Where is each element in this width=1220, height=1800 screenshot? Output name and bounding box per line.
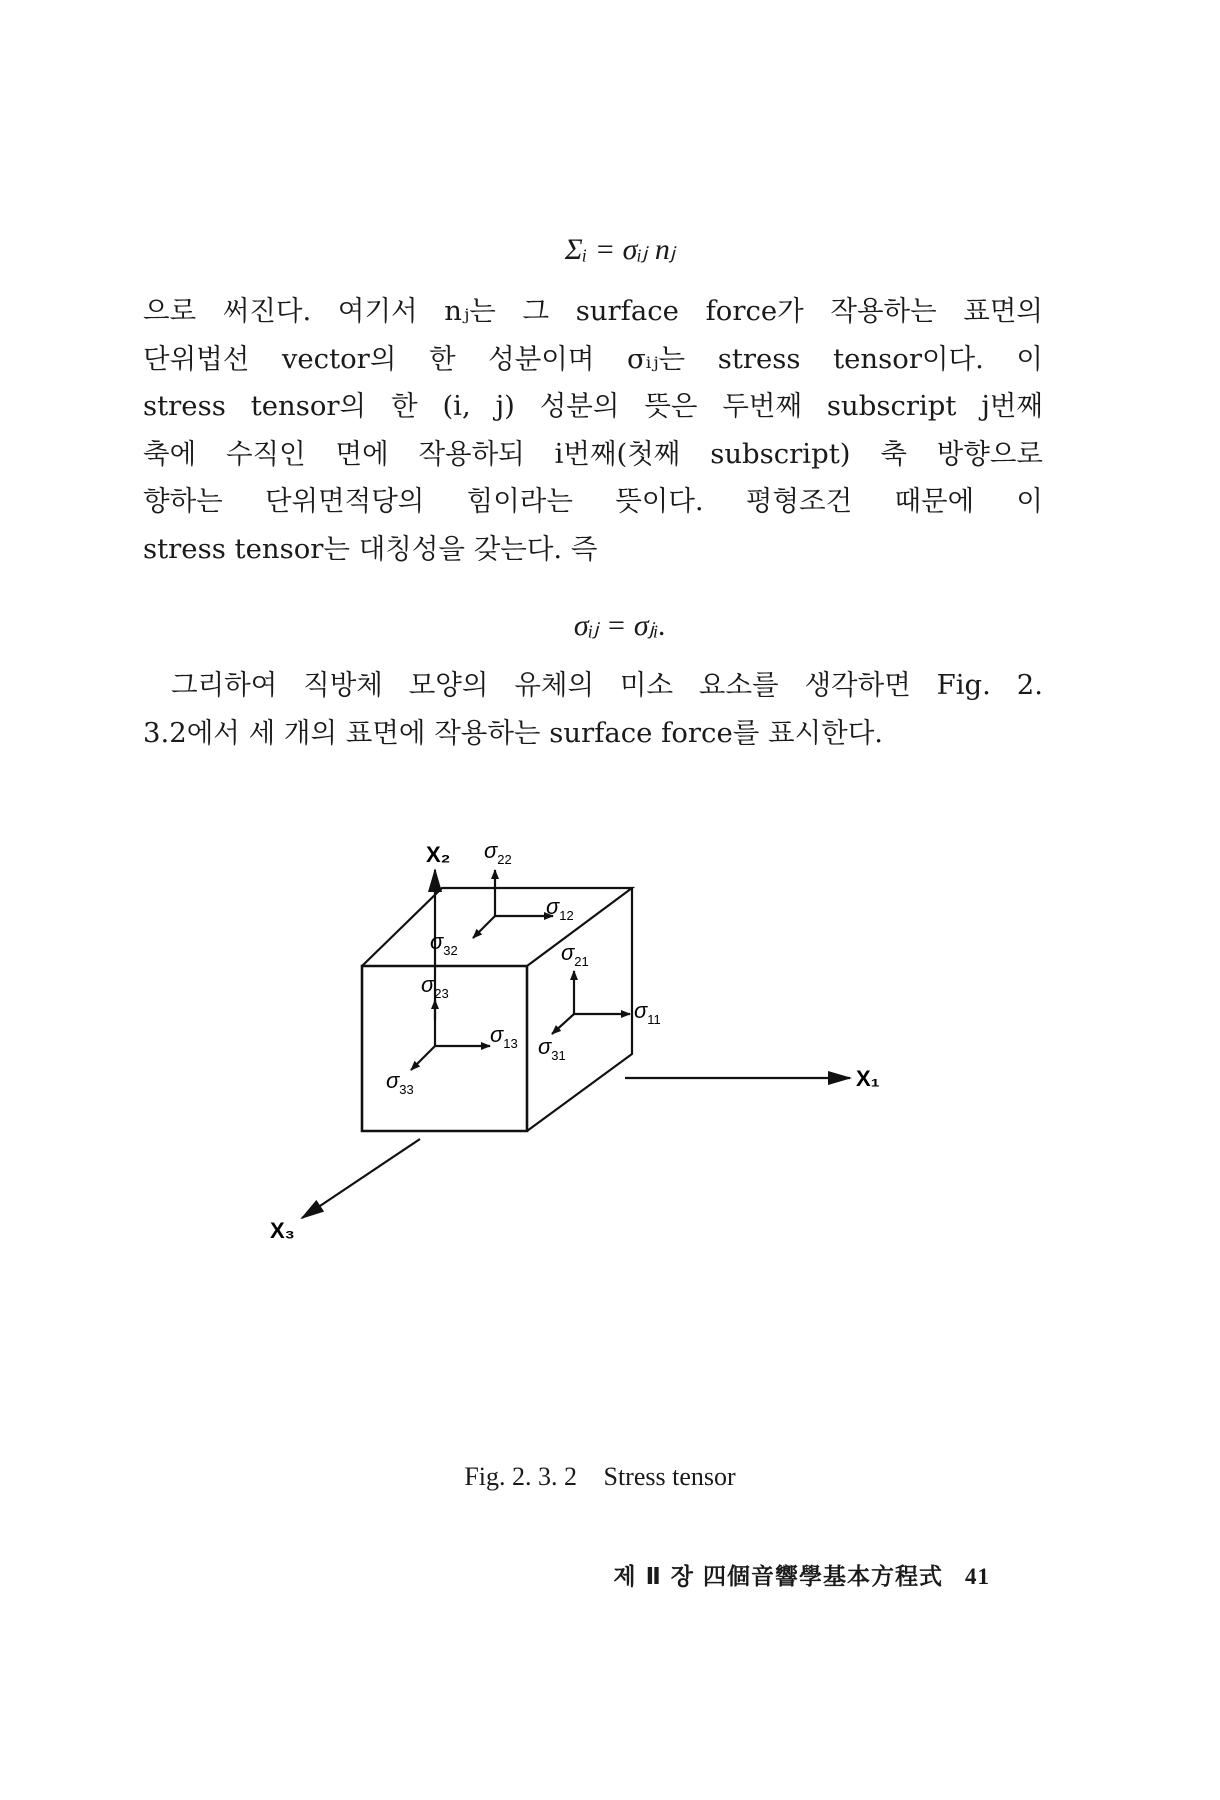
text-line: stress tensor의 한 (i, j) 성분의 뜻은 두번째 subscript j번째 [143, 390, 1043, 422]
x3-axis-label: X₃ [270, 1218, 295, 1243]
paragraph-figure-reference [143, 662, 1043, 757]
sigma22-label: $\sigma_{22}$ [484, 838, 512, 867]
sigma11-label: $\sigma_{11}$ [634, 998, 661, 1027]
sigma31-label: $\sigma_{31}$ [538, 1034, 566, 1063]
sigma33-label: $\sigma_{33}$ [386, 1068, 414, 1097]
page-footer [613, 1558, 990, 1591]
equation-symmetry: σᵢⱼ = σⱼᵢ. [573, 609, 667, 642]
sigma21-label: $\sigma_{21}$ [561, 940, 589, 969]
figure-title: Stress tensor [603, 1462, 736, 1491]
sigma23-label: $\sigma_{23}$ [421, 972, 449, 1001]
figure-number: Fig. 2. 3. 2 [464, 1462, 577, 1491]
text-line: stress tensor는 대칭성을 갖는다. 즉 [143, 532, 598, 565]
paragraph-definition [143, 288, 1043, 573]
page-number: 41 [965, 1564, 990, 1589]
text-line: 축에 수직인 면에 작용하되 i번째(첫째 subscript) 축 방향으로 [143, 437, 1043, 470]
text-line: 으로 써진다. 여기서 nⱼ는 그 surface force가 작용하는 표면의 [143, 295, 1043, 327]
chapter-title: 제 Ⅱ 장 四個音響學基本方程式 [613, 1564, 943, 1590]
text-line: 향하는 단위면적당의 힘이라는 뜻이다. 평형조건 때문에 이 [143, 485, 1043, 517]
x1-axis-label: X₁ [856, 1066, 880, 1091]
sigma32-label: $\sigma_{32}$ [430, 929, 458, 958]
x2-axis-label: X₂ [426, 842, 451, 867]
figure-caption [0, 1462, 1200, 1492]
equation-surface-force: Σᵢ = σᵢⱼ nⱼ [564, 233, 676, 266]
cube-top-face [362, 888, 632, 966]
text-line: 단위법선 vector의 한 성분이며 σᵢⱼ는 stress tensor이다. 이 [143, 342, 1043, 375]
sigma13-label: $\sigma_{13}$ [490, 1022, 518, 1051]
text-line: 그리하여 직방체 모양의 유체의 미소 요소를 생각하면 Fig. 2. [171, 669, 1043, 701]
sigma12-label: $\sigma_{12}$ [546, 894, 574, 923]
sigma31-arrow [552, 1014, 574, 1034]
stress-tensor-figure [270, 838, 1030, 1442]
x3-axis [302, 1139, 420, 1218]
sigma33-arrow [411, 1046, 435, 1070]
sigma32-arrow [473, 916, 495, 938]
cube-right-face [527, 888, 632, 1131]
text-line: 3.2에서 세 개의 표면에 작용하는 surface force를 표시한다. [143, 716, 884, 749]
